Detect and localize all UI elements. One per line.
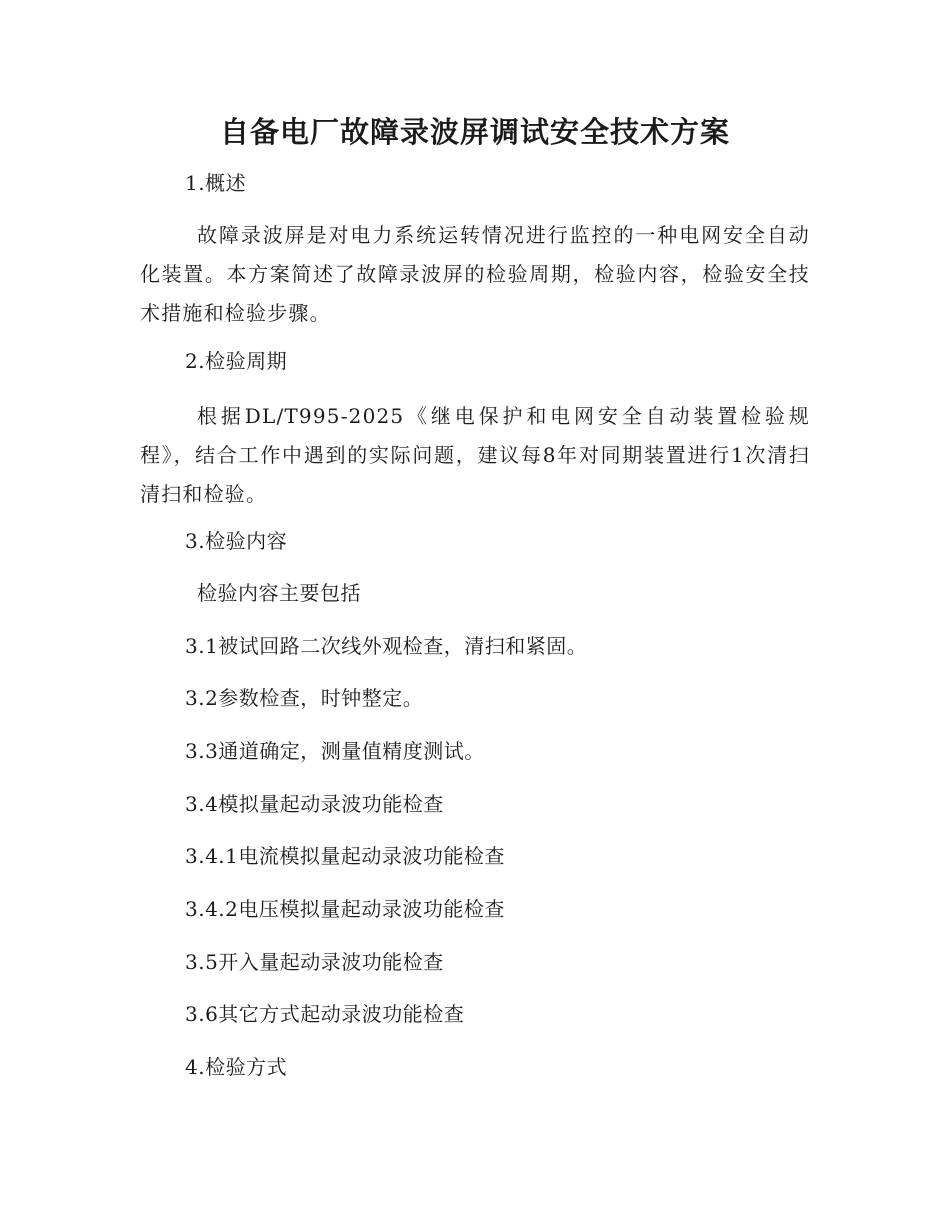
list-item: 3.3通道确定，测量值精度测试。: [185, 739, 485, 763]
list-item: 3.2参数检查，时钟整定。: [185, 686, 424, 710]
list-item: 3.6其它方式起动录波功能检查: [185, 1002, 465, 1026]
list-item: 3.4.2电压模拟量起动录波功能检查: [185, 897, 505, 921]
list-item: 3.4模拟量起动录波功能检查: [185, 792, 444, 816]
section-2-heading: 2.检验周期: [185, 349, 288, 373]
section-4-heading: 4.检验方式: [185, 1055, 288, 1079]
list-item: 3.4.1电流模拟量起动录波功能检查: [185, 844, 505, 868]
section-2-body: 根据DL/T995-2025《继电保护和电网安全自动装置检验规程》，结合工作中遇到的实际问题，建议每8年对同期装置进行1次清扫清扫和检验。: [140, 404, 810, 506]
document-title: 自备电厂故障录波屏调试安全技术方案: [219, 115, 730, 149]
list-item: 3.1被试回路二次线外观检查，清扫和紧固。: [185, 634, 588, 658]
list-item: 3.5开入量起动录波功能检查: [185, 950, 444, 974]
section-1-body: 故障录波屏是对电力系统运转情况进行监控的一种电网安全自动化装置。本方案简述了故障录波屏的检验周期，检验内容，检验安全技术措施和检验步骤。: [140, 223, 810, 325]
section-3-heading: 3.检验内容: [185, 529, 288, 553]
section-1-heading: 1.概述: [185, 171, 247, 195]
section-3-intro: 检验内容主要包括: [197, 581, 361, 605]
